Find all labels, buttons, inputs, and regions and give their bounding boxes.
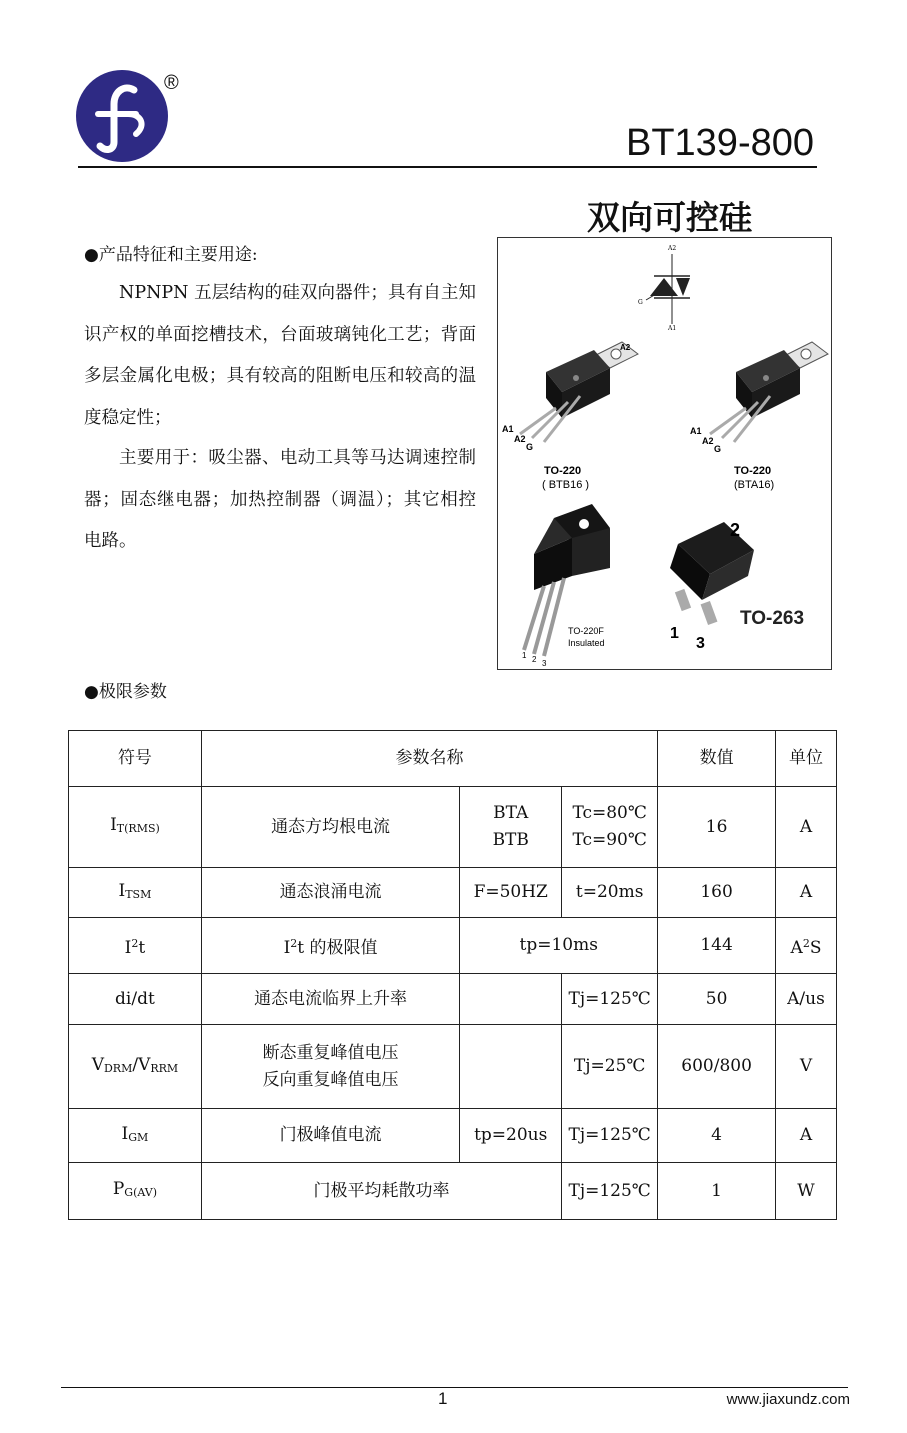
row-name: 门极平均耗散功率 (201, 1163, 561, 1220)
features-heading: ●产品特征和主要用途: (84, 245, 258, 265)
to220-btb-package (502, 342, 638, 491)
package-illustrations (498, 238, 830, 668)
table-row (69, 1163, 837, 1220)
row-cond-b: Tc=80℃ Tc=90℃ (562, 787, 658, 868)
row-name: 通态浪涌电流 (201, 868, 459, 918)
row-symbol: $I_{T(RMS)}$ (69, 787, 202, 868)
footer-website[interactable]: www.jiaxundz.com (726, 1391, 850, 1408)
pkg3-pin-2: 2 (532, 655, 537, 664)
header-param: 参数名称 (201, 731, 657, 787)
row-name: 断态重复峰值电压 反向重复峰值电压 (201, 1025, 459, 1109)
row-name: $I^2t$ 的极限值 (201, 918, 459, 974)
row-name: 通态方均根电流 (201, 787, 459, 868)
row-value: 1 (658, 1163, 776, 1220)
pkg1-pin-1: A1 (502, 424, 514, 434)
row-value: 4 (658, 1109, 776, 1163)
product-title: 双向可控硅 (587, 198, 752, 237)
pkg4-pin-3: 3 (696, 635, 705, 652)
row-symbol: $I_{GM}$ (69, 1109, 202, 1163)
pkg1-tab-label: A2 (620, 343, 631, 352)
pkg3-pin-3: 3 (542, 659, 547, 668)
row-value: 600/800 (658, 1025, 776, 1109)
row-cond-a (460, 974, 562, 1025)
row-unit: A/us (776, 974, 837, 1025)
row-name: 门极峰值电流 (201, 1109, 459, 1163)
limits-table (68, 730, 837, 1220)
pkg2-pin-1: A1 (690, 426, 702, 436)
row-symbol: $V_{DRM}/V_{RRM}$ (69, 1025, 202, 1109)
pkg1-name: TO-220 (544, 465, 582, 477)
row-cond-b: Tj=125℃ (562, 1163, 658, 1220)
row-symbol: $I_{TSM}$ (69, 868, 202, 918)
row-unit: A (776, 868, 837, 918)
pkg3-name: TO-220F (568, 626, 604, 636)
row-symbol: di/dt (69, 974, 202, 1025)
pkg2-subname: (BTA16) (734, 479, 775, 491)
row-cond-a: tp=20us (460, 1109, 562, 1163)
to220f-package (522, 504, 610, 668)
row-cond-b: Tj=25℃ (562, 1025, 658, 1109)
pkg1-pin-3: G (526, 442, 534, 452)
package-figure (497, 237, 832, 670)
pkg4-pin-1: 1 (670, 625, 679, 642)
row-value: 144 (658, 918, 776, 974)
pkg2-pin-3: G (714, 444, 722, 454)
features-paragraph-2: 主要用于：吸尘器、电动工具等马达调速控制器；固态继电器；加热控制器（调温）；其它相控电路。 (84, 448, 476, 551)
row-symbol: $I^2t$ (69, 918, 202, 974)
row-unit: $A^2S$ (776, 918, 837, 974)
to263-package (670, 520, 804, 652)
row-unit: A (776, 787, 837, 868)
symbol-g-label: G (638, 299, 643, 306)
row-unit: W (776, 1163, 837, 1220)
table-row (69, 1109, 837, 1163)
pkg3-pin-1: 1 (522, 651, 527, 660)
table-row (69, 868, 837, 918)
limits-heading: ●极限参数 (84, 682, 167, 702)
pkg3-subname: Insulated (568, 638, 605, 648)
features-paragraph-1: NPNPN 五层结构的硅双向器件；具有自主知识产权的单面挖槽技术，台面玻璃钝化工艺；背面多层金属化电极；具有较高的阻断电压和较高的温度稳定性； (84, 283, 476, 428)
page-number: 1 (438, 1389, 448, 1408)
header-value: 数值 (658, 731, 776, 787)
triac-symbol (638, 245, 690, 332)
pkg4-name: TO-263 (740, 608, 805, 629)
row-unit: V (776, 1025, 837, 1109)
table-row (69, 974, 837, 1025)
header-unit: 单位 (776, 731, 837, 787)
row-cond-a: F=50HZ (460, 868, 562, 918)
symbol-a1-label: A1 (668, 325, 677, 332)
row-cond-b: Tj=125℃ (562, 1109, 658, 1163)
pkg2-pin-2: A2 (702, 436, 714, 446)
to220-bta-package (690, 342, 828, 491)
row-cond: tp=10ms (460, 918, 658, 974)
pkg1-pin-2: A2 (514, 434, 526, 444)
row-unit: A (776, 1109, 837, 1163)
header-rule (78, 166, 817, 168)
row-cond-a: BTA BTB (460, 787, 562, 868)
pkg1-subname: ( BTB16 ) (542, 479, 590, 491)
row-name: 通态电流临界上升率 (201, 974, 459, 1025)
row-cond-b: Tj=125℃ (562, 974, 658, 1025)
symbol-a2-label: A2 (668, 245, 677, 252)
row-cond-a (460, 1025, 562, 1109)
table-row (69, 1025, 837, 1109)
row-value: 16 (658, 787, 776, 868)
row-value: 50 (658, 974, 776, 1025)
row-symbol: $P_{G(AV)}$ (69, 1163, 202, 1220)
row-cond-b: t=20ms (562, 868, 658, 918)
header-symbol: 符号 (69, 731, 202, 787)
table-header-row (69, 731, 837, 787)
table-row (69, 918, 837, 974)
pkg4-pin-2: 2 (730, 520, 741, 540)
row-value: 160 (658, 868, 776, 918)
part-number: BT139-800 (625, 122, 814, 164)
footer-rule (61, 1387, 848, 1388)
company-logo (76, 70, 168, 162)
table-row (69, 787, 837, 868)
pkg2-name: TO-220 (734, 465, 772, 477)
registered-mark: ® (164, 72, 179, 94)
